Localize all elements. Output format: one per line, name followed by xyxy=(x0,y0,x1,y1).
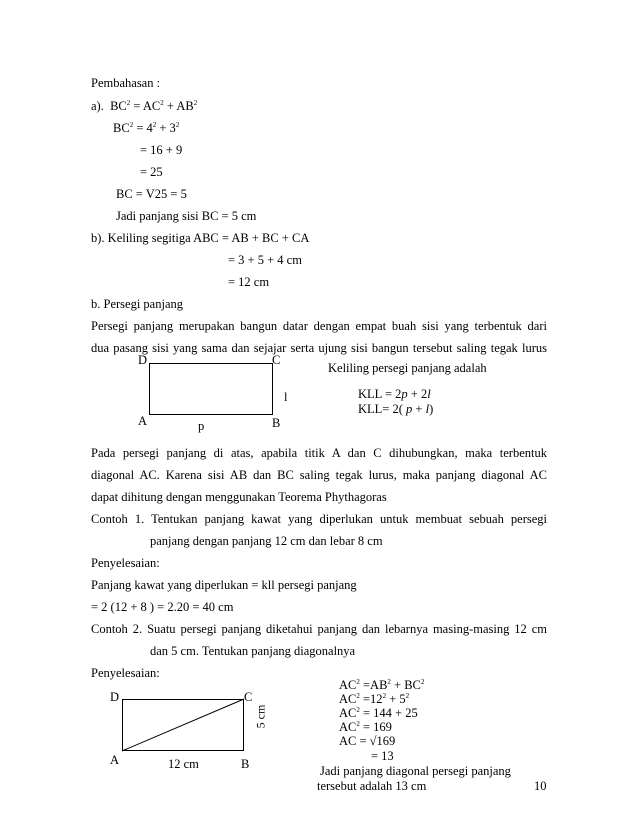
solution1-line1: Panjang kawat yang diperlukan = kll persegi panjang xyxy=(91,578,357,592)
part-a-line5: BC = V25 = 5 xyxy=(116,187,187,201)
label-12cm: 12 cm xyxy=(168,757,199,771)
solution1-line2: = 2 (12 + 8 ) = 2.20 = 40 cm xyxy=(91,600,234,614)
calc2-line6: = 13 xyxy=(371,749,394,763)
part-a-line4: = 25 xyxy=(140,165,163,179)
solution2-label: Penyelesaian: xyxy=(91,666,160,680)
label-p: p xyxy=(198,419,205,433)
calc2-line4: $AC^2 = 169$ xyxy=(339,720,392,734)
calc2-conclusion2: tersebut adalah 13 cm xyxy=(317,779,427,793)
vertex-c: C xyxy=(272,353,281,367)
part-a-line1: a). $BC^2 = AC^2 + AB^2$ xyxy=(91,99,198,113)
label-5cm: 5 cm xyxy=(253,704,268,729)
heading: Pembahasan : xyxy=(91,76,161,90)
vertex-d: D xyxy=(138,353,148,367)
solution1-label: Penyelesaian: xyxy=(91,556,160,570)
calc2-conclusion1: Jadi panjang diagonal persegi panjang xyxy=(320,764,511,778)
page-number: 10 xyxy=(534,779,547,793)
para2-line3: dapat dihitung dengan menggunakan Teorema Phythagoras xyxy=(91,490,387,504)
part-a-conclusion: Jadi panjang sisi BC = 5 cm xyxy=(116,209,257,223)
vertex2-b: B xyxy=(241,757,250,771)
example2-line1: Contoh 2. Suatu persegi panjang diketahui panjang dan lebarnya masing-masing 12 cm xyxy=(91,622,547,636)
example2-line2: dan 5 cm. Tentukan panjang diagonalnya xyxy=(150,644,356,658)
vertex-b: B xyxy=(272,416,281,430)
calc2-line2: $AC^2 =12^2 + 5^2$ xyxy=(339,692,410,706)
calc2-line3: $AC^2 = 144 + 25$ xyxy=(339,706,418,720)
calc2-line5: AC = √169 xyxy=(339,734,396,748)
part-b-line1: b). Keliling segitiga ABC = AB + BC + CA xyxy=(91,231,310,245)
para1-line1: Persegi panjang merupakan bangun datar dengan empat buah sisi yang terbentuk dari xyxy=(91,319,547,333)
vertex2-a: A xyxy=(110,753,120,767)
vertex-a: A xyxy=(138,414,148,428)
part-a-line2: $BC^2 = 4^2 + 3^2$ xyxy=(113,121,180,135)
calc2-line1: $AC^2 =AB^2 + BC^2$ xyxy=(339,678,425,692)
example1-line1: Contoh 1. Tentukan panjang kawat yang diperlukan untuk membuat sebuah persegi xyxy=(91,512,547,526)
part-b-line3: = 12 cm xyxy=(228,275,270,289)
vertex2-d: D xyxy=(110,690,120,704)
part-b-line2: = 3 + 5 + 4 cm xyxy=(228,253,302,267)
para2-line1: Pada persegi panjang di atas, apabila titik A dan C dihubungkan, maka terbentuk xyxy=(91,446,547,460)
part-a-line3: = 16 + 9 xyxy=(140,143,183,157)
figure1-caption: Keliling persegi panjang adalah xyxy=(328,361,487,375)
part-a-label: a). xyxy=(91,99,104,113)
para2-line2: diagonal AC. Karena sisi AB dan BC saling tegak lurus, maka panjang diagonal AC xyxy=(91,468,547,482)
kll-formula-1: KLL = 2p + 2l xyxy=(358,387,431,401)
kll-formula-2: KLL= 2( p + l) xyxy=(358,402,434,416)
vertex2-c: C xyxy=(244,690,253,704)
label-l: l xyxy=(284,390,288,404)
example1-line2: panjang dengan panjang 12 cm dan lebar 8 cm xyxy=(150,534,383,548)
para1-line2: dua pasang sisi yang sama dan sejajar serta ujung sisi bangun tersebut saling tegak lurus xyxy=(91,341,547,355)
section-title: b. Persegi panjang xyxy=(91,297,183,311)
